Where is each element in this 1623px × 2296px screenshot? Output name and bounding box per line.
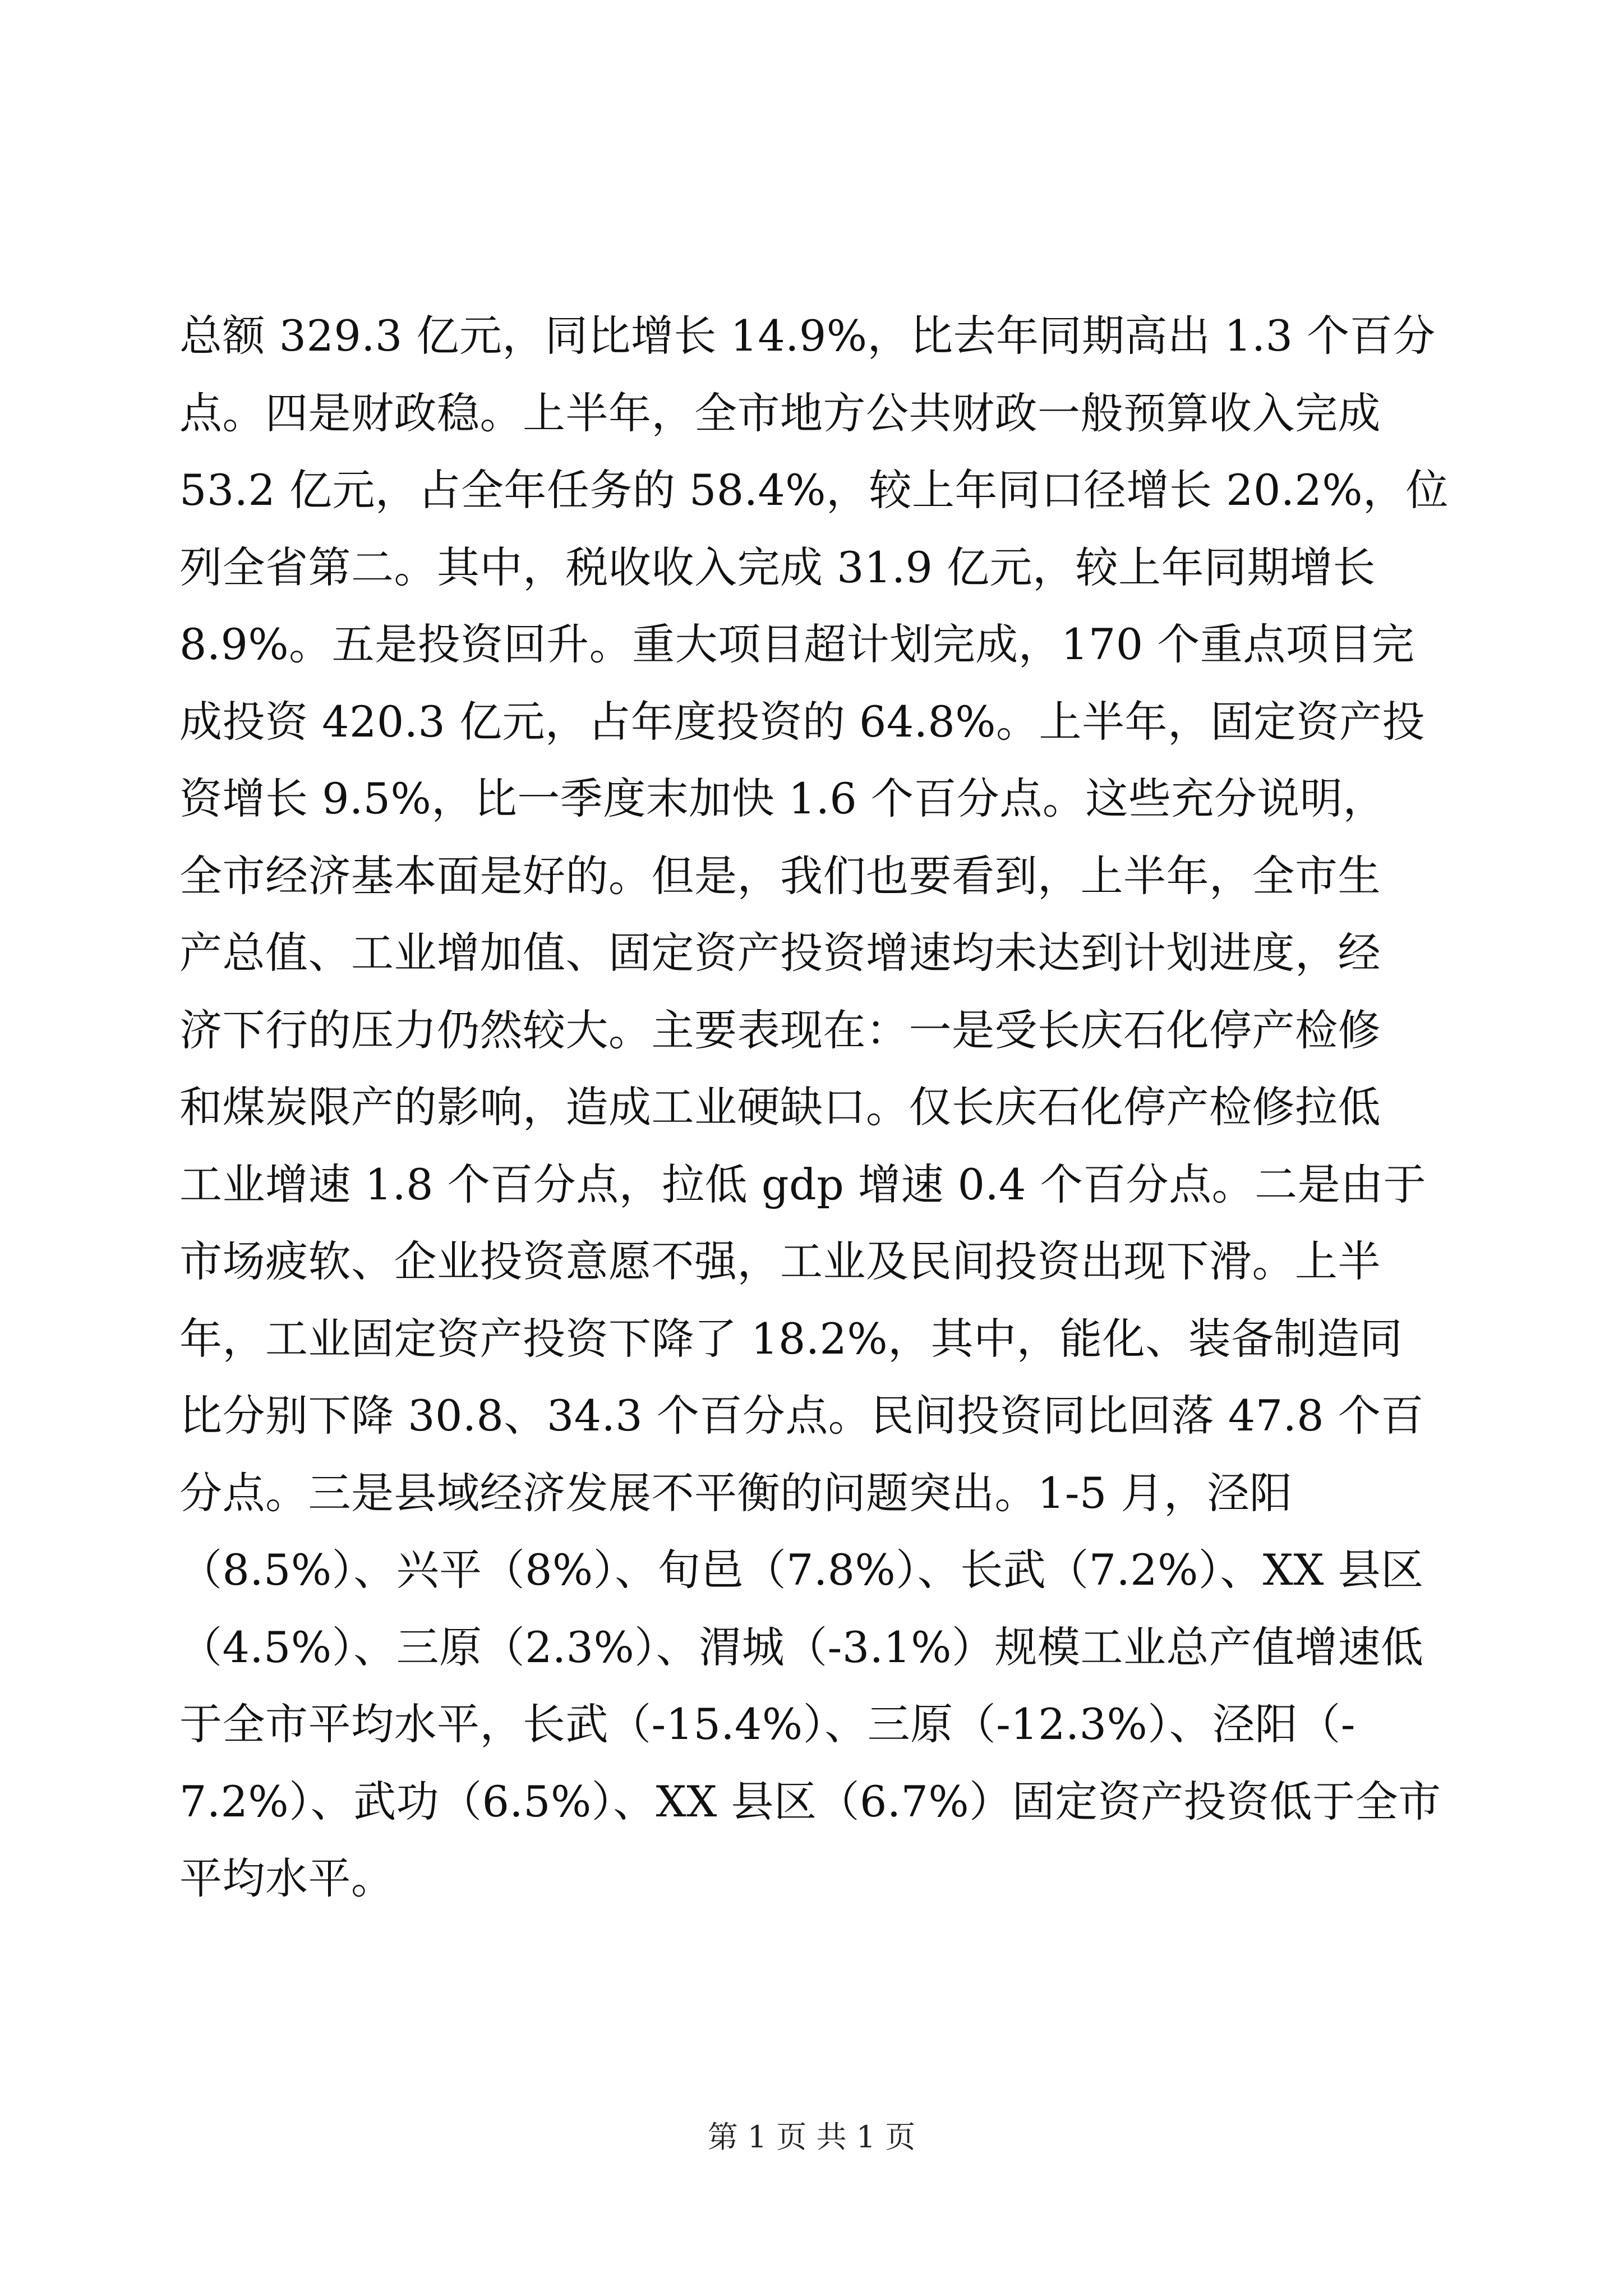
text-line: 资增长 9.5%，比一季度末加快 1.6 个百分点。这些充分说明， (179, 774, 1386, 823)
text-line: 列全省第二。其中，税收收入完成 31.9 亿元，较上年同期增长 (179, 542, 1376, 592)
text-line: 产总值、工业增加值、固定资产投资增速均未达到计划进度，经 (179, 928, 1381, 978)
text-line: 全市经济基本面是好的。但是，我们也要看到，上半年，全市生 (179, 850, 1381, 901)
text-line: 总额 329.3 亿元，同比增长 14.9%，比去年同期高出 1.3 个百分 (179, 311, 1436, 361)
text-line: 年，工业固定资产投资下降了 18.2%，其中，能化、装备制造同 (179, 1313, 1403, 1364)
body-paragraph (179, 297, 1449, 1917)
page-number-footer: 第 1 页 共 1 页 (707, 2119, 916, 2155)
text-line: 成投资 420.3 亿元，占年度投资的 64.8%。上半年，固定资产投 (179, 696, 1425, 747)
text-line: 53.2 亿元，占全年任务的 58.4%，较上年同口径增长 20.2%，位 (179, 465, 1449, 515)
text-line: 工业增速 1.8 个百分点，拉低 gdp 增速 0.4 个百分点。二是由于 (179, 1159, 1427, 1209)
text-line: 平均水平。 (179, 1853, 394, 1903)
text-line: 点。四是财政稳。上半年，全市地方公共财政一般预算收入完成 (179, 388, 1381, 438)
text-line: 比分别下降 30.8、34.3 个百分点。民间投资同比回落 47.8 个百 (179, 1391, 1424, 1441)
text-line: 7.2%）、武功（6.5%）、XX 县区（6.7%）固定资产投资低于全市 (179, 1776, 1441, 1826)
text-line: （4.5%）、三原（2.3%）、渭城（-3.1%）规模工业总产值增速低 (179, 1622, 1424, 1672)
text-line: 市场疲软、企业投资意愿不强，工业及民间投资出现下滑。上半 (179, 1236, 1381, 1286)
text-line: （8.5%）、兴平（8%）、旬邑（7.8%）、长武（7.2%）、XX 县区 (179, 1545, 1424, 1595)
text-line: 和煤炭限产的影响，造成工业硬缺口。仅长庆石化停产检修拉低 (179, 1082, 1381, 1132)
text-line: 于全市平均水平，长武（-15.4%）、三原（-12.3%）、泾阳（- (179, 1699, 1355, 1749)
text-line: 济下行的压力仍然较大。主要表现在：一是受长庆石化停产检修 (179, 1005, 1381, 1055)
text-line: 分点。三是县域经济发展不平衡的问题突出。1-5 月，泾阳 (179, 1467, 1293, 1518)
text-line: 8.9%。五是投资回升。重大项目超计划完成，170 个重点项目完 (179, 619, 1415, 669)
